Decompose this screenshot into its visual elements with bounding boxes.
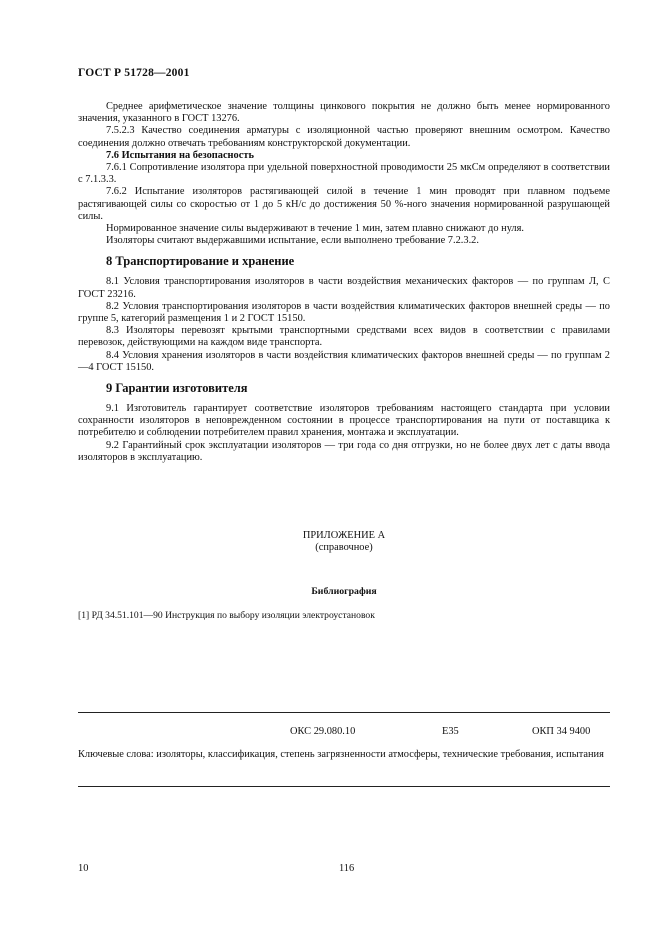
appendix-subtitle: (справочное) bbox=[315, 542, 373, 553]
appendix-title: ПРИЛОЖЕНИЕ А bbox=[302, 530, 386, 541]
subsection-heading-7-6: 7.6 Испытания на безопасность bbox=[106, 149, 254, 161]
appendix-heading bbox=[78, 530, 610, 554]
e-code: Е35 bbox=[442, 726, 459, 737]
okp-code: ОКП 34 9400 bbox=[532, 726, 591, 737]
paragraph: 9.2 Гарантийный срок эксплуатации изоляторов — три года со дня отгрузки, но не более двух лет с даты ввода изоляторов в эксплуатацию. bbox=[78, 439, 610, 463]
section-heading-8: 8 Транспортирование и хранение bbox=[106, 254, 295, 269]
paragraph: 7.6.2 Испытание изоляторов растягивающей силой в течение 1 мин проводят при плавном подъеме растягивающей силы со скоростью от 1 до 5 кН/с до достижения 50 %-ного значения нормированной разрушающей силы. bbox=[78, 186, 610, 222]
paragraph: 9.1 Изготовитель гарантирует соответствие изоляторов требованиям настоящего стандарта при условии сохранности изоляторов в неповрежденном состоянии в процессе транспортирования на пути от поставщика к потребителю и соблюдении потребителем правил хранения, монтажа и эксплуатации. bbox=[78, 403, 610, 439]
keywords-text: Ключевые слова: изоляторы, классификация, степень загрязненности атмосферы, технические требования, испытания bbox=[78, 749, 604, 760]
divider-top bbox=[78, 712, 610, 713]
standard-code-header: ГОСТ Р 51728—2001 bbox=[78, 67, 190, 79]
paragraph: 8.1 Условия транспортирования изоляторов в части воздействия механических факторов — по группам Л, С ГОСТ 23216. bbox=[78, 276, 610, 300]
page-number-left: 10 bbox=[78, 863, 89, 874]
paragraph: Среднее арифметическое значение толщины цинкового покрытия не должно быть менее нормированного значения, указанного в ГОСТ 13276. bbox=[78, 101, 610, 125]
paragraph: 8.4 Условия хранения изоляторов в части воздействия климатических факторов внешней среды — по группам 2—4 ГОСТ 15150. bbox=[78, 349, 610, 373]
paragraph: 7.6.1 Сопротивление изолятора при удельной поверхностной проводимости 25 мкСм определяют в соответствии с 7.1.3.3. bbox=[78, 162, 610, 186]
oks-code: ОКС 29.080.10 bbox=[290, 726, 356, 737]
paragraph: Нормированное значение силы выдерживают в течение 1 мин, затем плавно снижают до нуля. bbox=[106, 223, 524, 235]
section-heading-9: 9 Гарантии изготовителя bbox=[106, 381, 248, 396]
page-number-center: 116 bbox=[339, 863, 355, 874]
body-text bbox=[78, 101, 610, 464]
paragraph: 8.3 Изоляторы перевозят крытыми транспортными средствами всех видов в соответствии с правилами перевозок, действующими на каждом виде транспорта. bbox=[78, 325, 610, 349]
bibliography-entry: [1] РД 34.51.101—90 Инструкция по выбору изоляции электроустановок bbox=[78, 610, 375, 621]
divider-bottom bbox=[78, 786, 610, 787]
paragraph: Изоляторы считают выдержавшими испытание, если выполнено требование 7.2.3.2. bbox=[106, 235, 479, 247]
paragraph: 8.2 Условия транспортирования изоляторов в части воздействия климатических факторов внешней среды — по группе 5, категорий размещения 1 и 2 ГОСТ 15150. bbox=[78, 300, 610, 325]
paragraph: 7.5.2.3 Качество соединения арматуры с изоляционной частью проверяют внешним осмотром. Качество соединения должно отвечать требованиям конструкторской документации. bbox=[78, 125, 610, 149]
bibliography-title: Библиография bbox=[311, 586, 377, 597]
